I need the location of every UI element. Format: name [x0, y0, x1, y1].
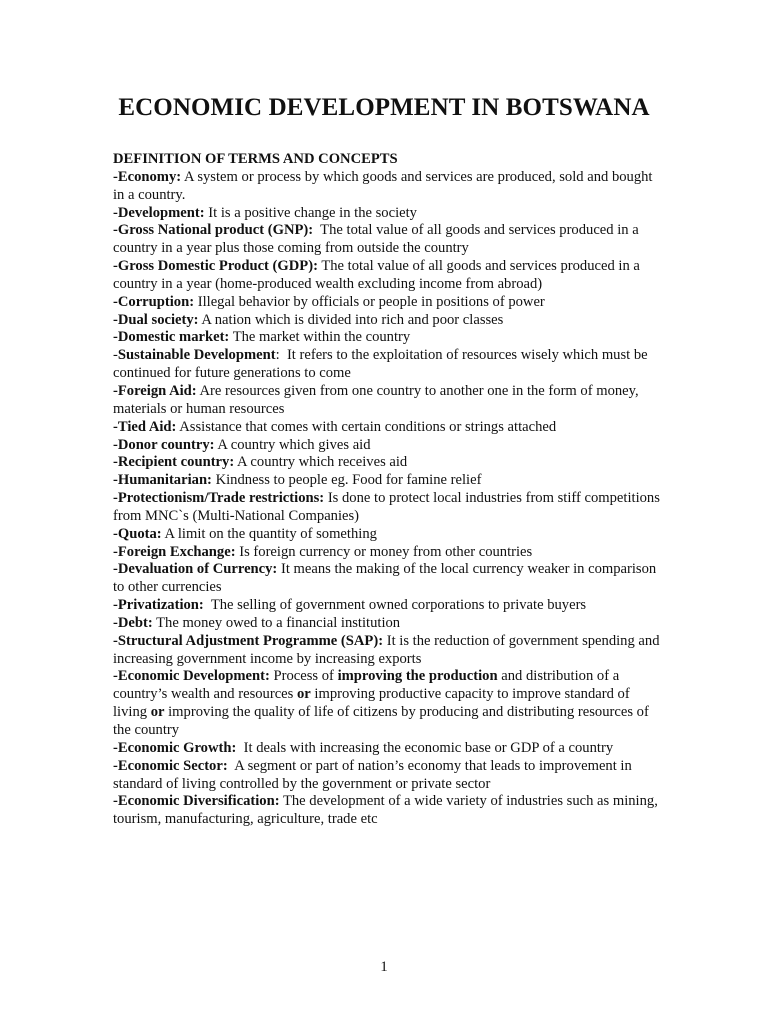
definition-term: -Humanitarian:: [113, 472, 212, 489]
definition-text: Is foreign currency or money from other countries: [239, 543, 533, 560]
definition-entry: [113, 740, 661, 758]
definition-text: It means the making of the local currency weaker in comparison to other currencies: [113, 561, 657, 596]
definition-term: -Recipient country:: [113, 454, 235, 471]
definition-emphasis: improving the production: [337, 668, 498, 685]
definition-entry: [113, 490, 661, 526]
definition-entry: [113, 294, 661, 312]
definition-entry: [113, 561, 661, 597]
definition-text: A nation which is divided into rich and poor classes: [201, 311, 504, 328]
definition-term: -Economic Sector:: [113, 757, 228, 774]
definition-entry: [113, 793, 661, 829]
definition-entry: [113, 758, 661, 794]
definition-text: improving the quality of life of citizens by producing and distributing resources of the country: [113, 704, 649, 738]
definition-entry: [113, 437, 661, 455]
definition-term: -Domestic market:: [113, 329, 230, 346]
definition-term: -Economy:: [113, 168, 182, 185]
definition-term: -Privatization:: [113, 597, 204, 614]
definition-text: A country which gives aid: [217, 436, 371, 453]
definition-entry: [113, 633, 661, 669]
definition-term: -Corruption:: [113, 293, 195, 310]
definition-term: -Quota:: [113, 525, 162, 542]
document-title: ECONOMIC DEVELOPMENT IN BOTSWANA: [118, 94, 650, 121]
definition-text: The selling of government owned corporations to private buyers: [210, 597, 587, 614]
definition-text: A country which receives aid: [237, 454, 408, 471]
definition-entry: [113, 258, 661, 294]
definition-entry: [113, 597, 661, 615]
section-heading: DEFINITION OF TERMS AND CONCEPTS: [113, 151, 398, 167]
definition-text: It deals with increasing the economic base or GDP of a country: [243, 739, 614, 756]
definition-text: The development of a wide variety of industries such as mining, tourism, manufacturing, agriculture, trade etc: [113, 793, 658, 828]
definition-term: -Debt:: [113, 614, 153, 631]
definition-text: A segment or part of nation’s economy that leads to improvement in standard of living controlled by the government or private sector: [113, 757, 632, 792]
definition-text: Illegal behavior by officials or people in positions of power: [197, 293, 545, 310]
definition-text: It refers to the exploitation of resources wisely which must be continued for future generations to come: [113, 347, 648, 382]
definition-text: The total value of all goods and services produced in a country in a year (home-produced wealth excluding income from abroad): [113, 258, 640, 292]
definition-term: -Economic Growth:: [113, 739, 237, 756]
definition-text: Kindness to people eg. Food for famine relief: [215, 472, 482, 489]
definition-entry: [113, 205, 661, 223]
definition-text: and distribution of a country’s wealth and resources: [113, 668, 620, 703]
definition-entry: [113, 615, 661, 633]
definition-text: It is the reduction of government spending and increasing government income by increasing exports: [113, 632, 660, 667]
definition-entry: [113, 312, 661, 330]
definition-separator: [236, 740, 243, 756]
definition-term: -Foreign Aid:: [113, 382, 197, 399]
definition-text: improving productive capacity to improve standard of living: [113, 686, 630, 721]
definition-term: -Economic Development:: [113, 668, 270, 685]
definition-entry: [113, 169, 661, 205]
definition-text: Assistance that comes with certain conditions or strings attached: [179, 418, 557, 435]
definition-text: Is done to protect local industries from stiff competitions from MNC`s (Multi-National Companies): [113, 490, 660, 524]
definition-term: -Gross National product (GNP):: [113, 222, 314, 239]
definitions-section: [113, 151, 661, 829]
definition-entry: [113, 526, 661, 544]
definition-entry: [113, 383, 661, 419]
definition-entry: [113, 347, 661, 383]
definition-separator: :: [275, 347, 287, 364]
definition-entry: [113, 454, 661, 472]
definition-text: It is a positive change in the society: [208, 204, 417, 221]
definition-entry: [113, 222, 661, 258]
definitions-list: [113, 169, 661, 829]
definition-text: A limit on the quantity of something: [164, 525, 377, 542]
definition-entry: [113, 668, 661, 739]
definition-prefix: -: [113, 347, 118, 364]
definition-text: Are resources given from one country to another one in the form of money, materials or human resources: [113, 382, 639, 417]
definition-term: -Protectionism/Trade restrictions:: [113, 490, 325, 507]
definition-term: -Development:: [113, 204, 205, 221]
definition-term: -Economic Diversification:: [113, 793, 280, 810]
definition-text: Process of: [273, 668, 338, 685]
definition-term: -Dual society:: [113, 311, 199, 328]
definition-term: -Foreign Exchange:: [113, 543, 236, 560]
definition-text: The total value of all goods and services produced in a country in a year plus those coming from outside the country: [113, 222, 639, 257]
page-number: 1: [380, 959, 388, 975]
definition-entry: [113, 544, 661, 562]
definition-entry: [113, 419, 661, 437]
definition-emphasis: or: [150, 704, 165, 721]
definition-term: -Gross Domestic Product (GDP):: [113, 258, 318, 275]
definition-term: -Devaluation of Currency:: [113, 561, 278, 578]
definition-text: The money owed to a financial institution: [156, 614, 401, 631]
definition-entry: [113, 329, 661, 347]
definition-entry: [113, 472, 661, 490]
definition-term: Sustainable Development: [117, 347, 276, 364]
definition-term: -Structural Adjustment Programme (SAP):: [113, 632, 384, 649]
definition-term: -Donor country:: [113, 436, 215, 453]
definition-separator: [204, 597, 211, 613]
definition-emphasis: or: [296, 686, 311, 703]
definition-text: A system or process by which goods and services are produced, sold and bought in a country.: [113, 168, 653, 203]
definition-text: The market within the country: [232, 329, 411, 346]
definition-term: -Tied Aid:: [113, 418, 177, 435]
